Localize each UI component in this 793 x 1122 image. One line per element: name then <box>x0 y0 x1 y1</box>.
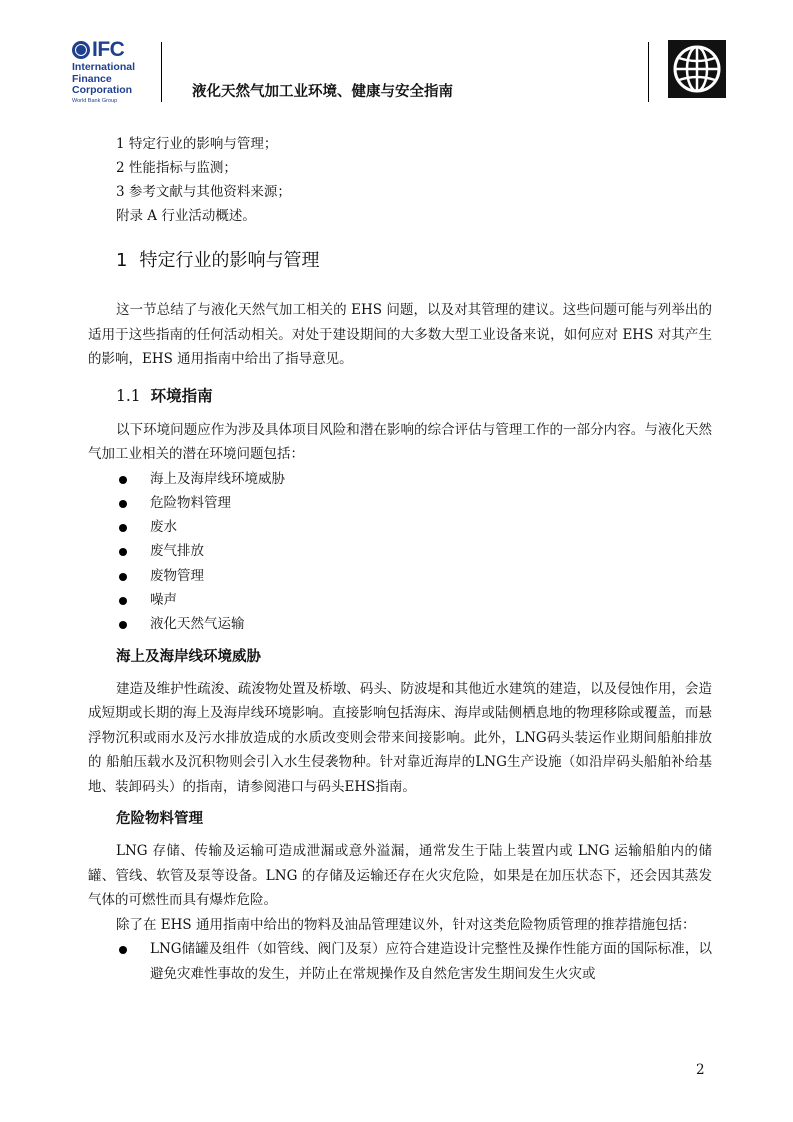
section-1-1-heading <box>116 384 712 408</box>
hazmat-heading: 危险物料管理 <box>116 811 203 828</box>
page-header <box>0 0 793 110</box>
list-item: 废气排放 <box>88 539 712 563</box>
list-item: 海上及海岸线环境威胁 <box>88 467 712 491</box>
section-1-heading <box>116 246 712 276</box>
list-item: 危险物料管理 <box>88 491 712 515</box>
ifc-line: Corporation <box>72 84 133 96</box>
world-bank-globe-icon <box>668 40 726 98</box>
ifc-group-text: World Bank Group <box>72 97 118 104</box>
coastal-heading: 海上及海岸线环境威胁 <box>116 648 261 665</box>
toc-item: 附录 A 行业活动概述。 <box>116 208 256 224</box>
hazmat-paragraph-1: LNG 存储、传输及运输可造成泄漏或意外溢漏，通常发生于陆上装置内或 LNG 运输船舶内的储罐、管线、软管及泵等设备。LNG 的存储及运输还存在火灾危险，如果是在加压状态下，还会因其蒸发气体的可燃性而具有爆炸危险。 <box>88 843 712 909</box>
toc-item: 1 特定行业的影响与管理； <box>116 136 278 152</box>
section-1-1-title: 环境指南 <box>150 386 213 405</box>
header-divider-right <box>648 42 649 102</box>
toc-item: 2 性能指标与监测； <box>116 160 237 176</box>
section-1-1-number: 1.1 <box>116 386 141 405</box>
list-item: 噪声 <box>88 588 712 612</box>
page-number: 2 <box>696 1062 705 1078</box>
list-item: 液化天然气运输 <box>88 612 712 636</box>
coastal-paragraph: 建造及维护性疏浚、疏浚物处置及桥墩、码头、防波堤和其他近水建筑的建造，以及侵蚀作用，会造成短期或长期的海上及海岸线环境影响。直接影响包括海床、海岸或陆侧栖息地的物理移除或覆盖，而悬浮物沉积或雨水及污水排放造成的水质改变则会带来间接影响。此外，LNG码头装运作业期间船舶排放的 船舶压载水及沉积物则会引入水生侵袭物种。针对靠近海岸的LNG生产设施（如沿岸码头船舶补给基地、装卸码头）的指南，请参阅港口与码头EHS指南。 <box>88 680 712 795</box>
ifc-line: International <box>72 61 136 73</box>
header-divider-left <box>161 42 162 102</box>
toc-item: 3 参考文献与其他资料来源； <box>116 184 291 200</box>
list-item: 废物管理 <box>88 564 712 588</box>
toc-list <box>88 132 712 228</box>
section-1-title: 特定行业的影响与管理 <box>139 250 320 271</box>
ifc-letters: IFC <box>92 38 125 61</box>
hazmat-bullet: LNG储罐及组件（如管线、阀门及泵）应符合建造设计完整性及操作性能方面的国际标准，以避免灾难性事故的发生，并防止在常规操作及自然危害发生期间发生火灾或 <box>88 937 712 986</box>
page-content <box>88 132 712 986</box>
header-title: 液化天然气加工业环境、健康与安全指南 <box>192 84 453 100</box>
ifc-globe-icon <box>72 41 90 59</box>
hazmat-paragraph-2: 除了在 EHS 通用指南中给出的物料及油品管理建议外，针对这类危险物质管理的推荐措施包括： <box>116 916 696 933</box>
list-item: 废水 <box>88 515 712 539</box>
section-1-number: 1 <box>116 250 128 271</box>
ifc-logo <box>72 40 162 110</box>
ifc-line: Finance <box>72 72 112 85</box>
section-1-1-intro: 以下环境问题应作为涉及具体项目风险和潜在影响的综合评估与管理工作的一部分内容。与液化天然气加工业相关的潜在环境问题包括： <box>88 421 712 462</box>
environment-issue-list <box>88 467 712 637</box>
section-1-intro: 这一节总结了与液化天然气加工相关的 EHS 问题，以及对其管理的建议。这些问题可能与列举出的适用于这些指南的任何活动相关。对处于建设期间的大多数大型工业设备来说，如何应对 EHS 对其产生的影响，EHS 通用指南中给出了指导意见。 <box>88 302 712 367</box>
